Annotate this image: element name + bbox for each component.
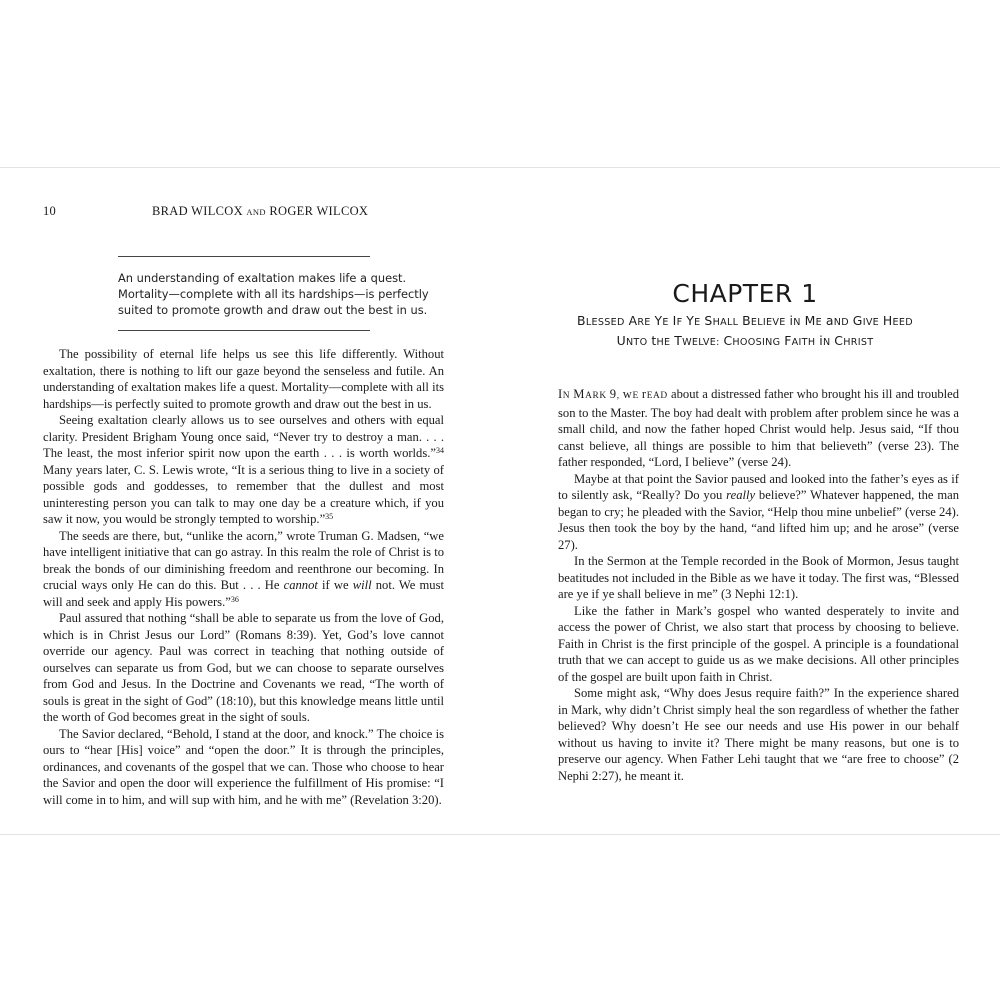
pull-quote-line-2: Mortality—complete with all its hardships—is perfectly xyxy=(118,287,429,301)
footnote-ref: 36 xyxy=(230,594,239,604)
paragraph: Like the father in Mark’s gospel who wanted desperately to invite and access the power of Christ, we also start that process by choosing to believe. Faith in Christ is the first principle of the gospel. A principle is a foundational truth that we can accept to guide us as we make decisions. All other principles of the gospel are built upon faith in Christ. xyxy=(558,603,959,684)
right-body-text xyxy=(558,386,959,784)
pull-quote-line-3: suited to promote growth and draw out the best in us. xyxy=(118,303,428,317)
paragraph: Paul assured that nothing “shall be able to separate us from the love of God, which is in Christ Jesus our Lord” (Romans 8:39). Yet, God’s love cannot override our agency. Paul was correct in teaching that nothing outside of ourselves can separate us from God, but we can choose to separate ourselves from God and Jesus. In the Doctrine and Covenants we read, “The worth of souls is great in the sight of God” (18:10), but this knowledge means little until the worth of God becomes great in the sight of souls. xyxy=(43,611,444,724)
paragraph-text: Many years later, C. S. Lewis wrote, “It is a serious thing to live in a society of possible gods and goddesses, to remember that the dullest and most uninteresting person you can talk to may one day be a creature which, if you saw it now, you would be strongly tempted to worship.” xyxy=(43,462,444,526)
footnote-ref: 34 xyxy=(436,446,444,455)
chapter-heading xyxy=(555,280,935,352)
author-first: BRAD WILCOX xyxy=(152,204,247,218)
pull-quote xyxy=(118,256,429,331)
paragraph-text: Seeing exaltation clearly allows us to see ourselves and others with equal clarity. President Brigham Young once said, “Never try to destroy a man. . . . The least, the most inferior spirit now upon the earth . . . is worth worlds.” xyxy=(43,413,444,460)
paragraph xyxy=(558,386,959,471)
paragraph: The possibility of eternal life helps us see this life differently. Without exaltation, there is nothing to lift our gaze beyond the senseless and futile. An understanding of exaltation makes life a quest. Mortality—complete with all its hardships—is perfectly suited to promote growth and draw out the best in us. xyxy=(43,347,444,411)
pull-quote-line-1: An understanding of exaltation makes life a quest. xyxy=(118,271,407,285)
emphasis: will xyxy=(352,578,372,592)
paragraph: The Savior declared, “Behold, I stand at the door, and knock.” The choice is ours to “hear [His] voice” and “open the door.” It is through the principles, ordinances, and covenants of the gospel that we can. Those who choose to hear the Savior and open the door will experience the fulfillment of His promise: “I will come in to him, and will sup with him, and he with me” (Revelation 3:20). xyxy=(43,726,444,807)
paragraph-text: The seeds are there, but, “unlike the acorn,” wrote Truman G. Madsen, “we have intelligent initiative that can go astray. In this realm the role of Christ is to break the bonds of our diminishing freedom and reenthrone our becoming. In crucial ways only He can do this. But . . . He xyxy=(43,528,444,592)
chapter-subtitle-line-2: UNTO tHE TWELVE: CHOOSING FAITH iN CHRIST xyxy=(616,333,874,348)
lead-in: IN MARK 9, wE rEAD xyxy=(558,387,668,401)
left-body-text xyxy=(43,346,444,808)
book-spread xyxy=(0,167,1000,835)
paragraph xyxy=(43,528,444,611)
paragraph-text: believe?” Whatever happened, the man began to cry; he pleaded with the Savior, “Help thou mine unbelief” (verse 24). Jesus then took the boy by the hand, “and lifted him up; and he arose” (verse 27). xyxy=(558,488,959,552)
author-and: AND xyxy=(246,207,266,217)
paragraph-text: Maybe at that point the Savior paused and looked into the father’s eyes as if to silently ask, “Really? Do you xyxy=(558,471,959,502)
author-line xyxy=(152,204,368,219)
right-page xyxy=(500,168,1000,834)
paragraph-text: if we xyxy=(317,578,353,592)
chapter-title: CHAPTER 1 xyxy=(672,279,818,308)
left-page xyxy=(0,168,500,834)
footnote-ref: 35 xyxy=(325,512,334,521)
paragraph: Some might ask, “Why does Jesus require faith?” In the experience shared in Mark, why didn’t Christ simply heal the son regardless of whether the father believed? Why doesn’t He see our needs and use His power in our behalf without us having to invite it? There might be many reasons, but one is to preserve our agency. When Father Lehi taught that we “are free to choose” (2 Nephi 2:27), he meant it. xyxy=(558,686,959,783)
paragraph-text: about a distressed father who brought his ill and troubled son to the Master. The boy had dealt with problem after problem since he was a small child, and now the father hoped Christ would help. Jesus said, “If thou canst believe, all things are possible to him that believeth” (verse 23). The father responded, “Lord, I believe” (verse 24). xyxy=(558,387,960,469)
paragraph-text: not. We must will and seek and apply His powers.” xyxy=(43,578,444,609)
emphasis: cannot xyxy=(283,578,318,592)
paragraph: In the Sermon at the Temple recorded in the Book of Mormon, Jesus taught beatitudes not included in the Bible as we have it today. The first was, “Blessed are ye if ye shall believe in me” (3 Nephi 12:1). xyxy=(558,554,959,601)
emphasis: really xyxy=(726,488,756,502)
chapter-subtitle xyxy=(555,312,935,352)
paragraph xyxy=(558,471,959,554)
chapter-subtitle-line-1: BLESSED ARE YE IF YE SHALL BELIEVE iN ME aND GIVE HEED xyxy=(577,313,913,328)
author-second: ROGER WILCOX xyxy=(265,204,369,218)
page-number: 10 xyxy=(43,204,57,218)
paragraph xyxy=(43,412,444,528)
